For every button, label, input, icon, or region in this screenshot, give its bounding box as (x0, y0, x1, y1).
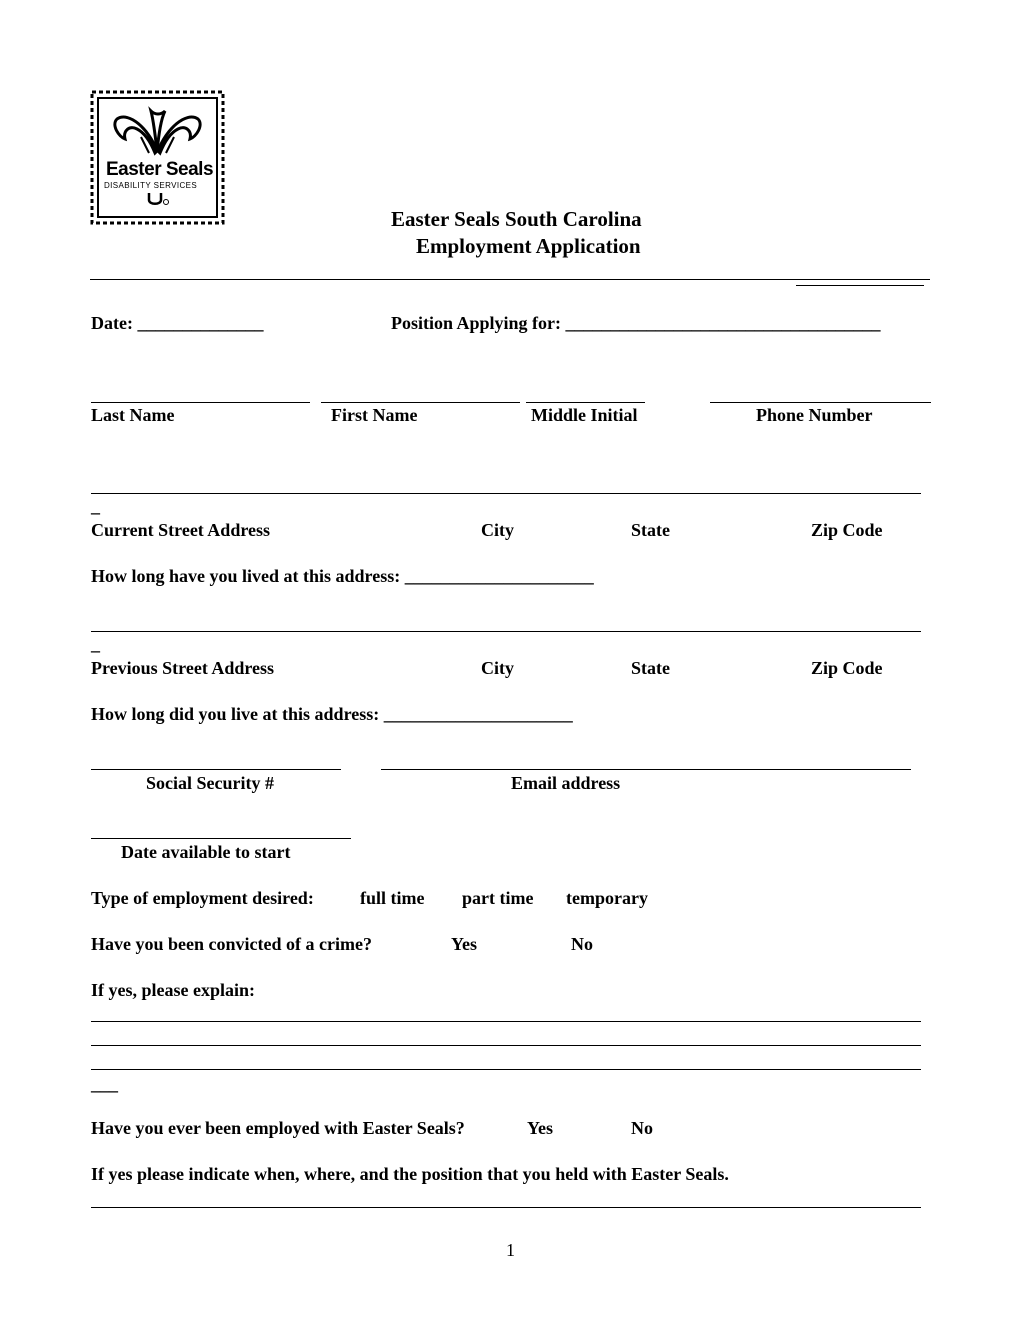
middle-initial-input-line[interactable] (526, 402, 645, 403)
logo-wordmark: Easter Seals (106, 159, 214, 180)
form-title: Employment Application (416, 234, 641, 258)
crime-yes-option[interactable]: Yes (451, 934, 477, 954)
current-city-label: City (481, 520, 514, 540)
explain-line-2[interactable] (91, 1045, 921, 1046)
previous-address-label: Previous Street Address (91, 658, 274, 678)
prior-employment-question: Have you ever been employed with Easter Seals? (91, 1118, 465, 1138)
current-zip-label: Zip Code (811, 520, 883, 540)
email-label: Email address (511, 773, 621, 793)
explain-line-1[interactable] (91, 1021, 921, 1022)
position-field[interactable]: Position Applying for: ___________________________________ (391, 313, 881, 333)
previous-city-label: City (481, 658, 514, 678)
phone-number-label: Phone Number (756, 405, 873, 425)
email-input-line[interactable] (381, 769, 911, 770)
easter-seals-logo (89, 89, 226, 226)
current-address-input-line[interactable] (91, 493, 921, 494)
prior-employment-details-line[interactable] (91, 1207, 921, 1208)
explain-line-4[interactable]: ___ (91, 1074, 118, 1094)
how-long-current-field[interactable]: How long have you lived at this address: _____________________ (91, 566, 594, 586)
option-temporary[interactable]: temporary (566, 888, 648, 908)
last-name-label: Last Name (91, 405, 175, 425)
date-available-input-line[interactable] (91, 838, 351, 839)
date-field[interactable]: Date: ______________ (91, 313, 264, 333)
explain-line-3[interactable] (91, 1069, 921, 1070)
previous-state-label: State (631, 658, 670, 678)
stray-underscore-2: _ (91, 634, 100, 654)
page-number: 1 (506, 1240, 515, 1260)
header-divider (90, 279, 930, 280)
first-name-label: First Name (331, 405, 418, 425)
crime-question: Have you been convicted of a crime? (91, 934, 372, 954)
crime-no-option[interactable]: No (571, 934, 593, 954)
previous-address-input-line[interactable] (91, 631, 921, 632)
crime-explain-label: If yes, please explain: (91, 980, 255, 1000)
option-part-time[interactable]: part time (462, 888, 534, 908)
logo-tagline: DISABILITY SERVICES (104, 181, 198, 190)
current-address-label: Current Street Address (91, 520, 270, 540)
phone-input-line[interactable] (710, 402, 931, 403)
last-name-input-line[interactable] (91, 402, 310, 403)
prior-employment-details-label: If yes please indicate when, where, and the position that you held with Easter Seals. (91, 1164, 729, 1184)
current-state-label: State (631, 520, 670, 540)
first-name-input-line[interactable] (321, 402, 520, 403)
prior-employment-no-option[interactable]: No (631, 1118, 653, 1138)
org-name: Easter Seals South Carolina (391, 207, 642, 231)
previous-zip-label: Zip Code (811, 658, 883, 678)
middle-initial-label: Middle Initial (531, 405, 638, 425)
ssn-label: Social Security # (146, 773, 274, 793)
prior-employment-yes-option[interactable]: Yes (527, 1118, 553, 1138)
how-long-previous-field[interactable]: How long did you live at this address: _____________________ (91, 704, 573, 724)
header-divider-short (796, 285, 924, 286)
date-available-label: Date available to start (121, 842, 291, 862)
logo-u-mark-icon (145, 192, 171, 208)
option-full-time[interactable]: full time (360, 888, 425, 908)
ssn-input-line[interactable] (91, 769, 341, 770)
employment-type-label: Type of employment desired: (91, 888, 314, 908)
stray-underscore: _ (91, 496, 100, 516)
